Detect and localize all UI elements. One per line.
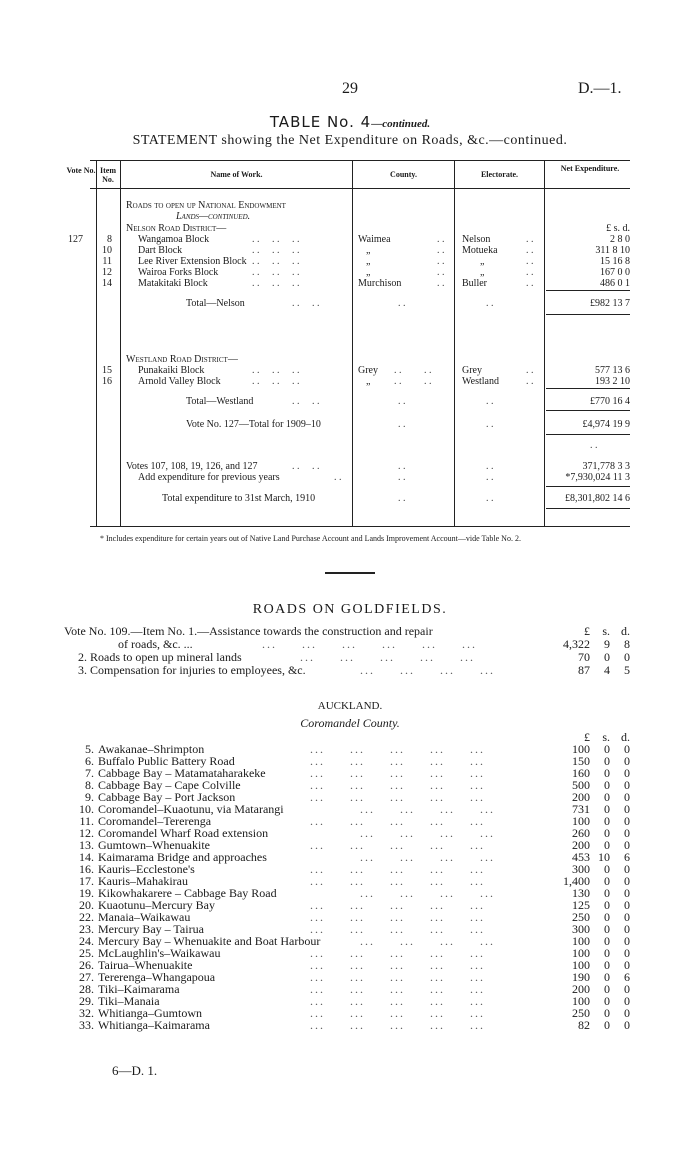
pounds: 100 bbox=[572, 934, 590, 948]
leader-dots: ... ... ... ... ... ... bbox=[262, 637, 477, 651]
road-name: Tererenga–Whangapoua bbox=[98, 970, 216, 984]
leader-dots: . . . . . . . . . . . . bbox=[252, 365, 300, 387]
pence: 0 bbox=[624, 886, 630, 900]
leader-dots: . . bbox=[486, 396, 494, 407]
pounds: 87 bbox=[578, 663, 590, 677]
leader-dots: ... ... ... ... ... bbox=[310, 814, 485, 828]
pounds: 100 bbox=[572, 946, 590, 960]
shillings: 0 bbox=[604, 946, 610, 960]
item-number: 22. bbox=[79, 910, 94, 924]
col-header-net-expenditure: Net Expenditure. bbox=[560, 164, 620, 173]
road-name: Awakanae–Shrimpton bbox=[98, 742, 205, 756]
vote-line-label: 3. Compensation for injuries to employees, &c. bbox=[78, 663, 306, 677]
leader-dots: . . . . . . . . . . bbox=[437, 234, 445, 289]
pounds: 1,400 bbox=[563, 874, 590, 888]
pence: 0 bbox=[624, 994, 630, 1008]
county-name: „ bbox=[366, 267, 371, 278]
pounds: 453 bbox=[572, 850, 590, 864]
pounds: 100 bbox=[572, 958, 590, 972]
item-number: 9. bbox=[85, 790, 94, 804]
electorate-name: „ bbox=[480, 256, 485, 267]
table-title-text: TABLE No. 4 bbox=[269, 113, 372, 131]
pence: 6 bbox=[624, 970, 630, 984]
goldfields-title: ROADS ON GOLDFIELDS. bbox=[252, 602, 448, 617]
westland-total-amount: £770 16 4 bbox=[590, 396, 630, 407]
item-number: 24. bbox=[79, 934, 94, 948]
road-name: Gumtown–Whenuakite bbox=[98, 838, 210, 852]
item-number: 7. bbox=[85, 766, 94, 780]
lsd-header: £ s. d. bbox=[606, 223, 630, 234]
road-name: Mercury Bay – Whenuakite and Boat Harbour bbox=[98, 934, 321, 948]
leader-dots: . . bbox=[590, 440, 598, 451]
leader-dots: ... ... ... ... ... bbox=[310, 970, 485, 984]
nelson-total-amount: £982 13 7 bbox=[590, 298, 630, 309]
leader-dots: ... ... ... ... ... bbox=[310, 994, 485, 1008]
nelson-total-label: Total—Nelson bbox=[186, 298, 245, 309]
county-name: „ bbox=[366, 256, 371, 267]
county-name: „ bbox=[366, 245, 371, 256]
shillings: 0 bbox=[604, 790, 610, 804]
road-name: Manaia–Waikawau bbox=[98, 910, 191, 924]
pounds: 731 bbox=[572, 802, 590, 816]
pence: 0 bbox=[624, 754, 630, 768]
pence: 0 bbox=[624, 790, 630, 804]
amount: 2 8 0 bbox=[610, 234, 630, 245]
shillings: 0 bbox=[604, 934, 610, 948]
item-number: 14. bbox=[79, 850, 94, 864]
shillings: 0 bbox=[604, 922, 610, 936]
electorate-name: Grey bbox=[462, 365, 482, 376]
item-number: 5. bbox=[85, 742, 94, 756]
subtotal-rule bbox=[546, 486, 630, 487]
vote-line-label: Vote No. 109.—Item No. 1.—Assistance towards the construction and repair bbox=[64, 624, 433, 638]
road-name: Tairua–Whenuakite bbox=[98, 958, 193, 972]
shillings: 0 bbox=[604, 910, 610, 924]
pence: 0 bbox=[624, 814, 630, 828]
work-name: Arnold Valley Block bbox=[138, 376, 221, 387]
work-name: Matakitaki Block bbox=[138, 278, 208, 289]
col-header-electorate: Electorate. bbox=[480, 170, 519, 179]
leader-dots: . . . . . . . . bbox=[394, 365, 432, 387]
road-name: Kuaotunu–Mercury Bay bbox=[98, 898, 215, 912]
road-name: McLaughlin's–Waikawau bbox=[98, 946, 221, 960]
table-bottom-rule bbox=[90, 526, 630, 527]
previous-years-label: Add expenditure for previous years bbox=[138, 472, 280, 483]
county-heading: Coromandel County. bbox=[300, 716, 400, 730]
leader-dots: . . bbox=[486, 472, 494, 483]
pounds: 100 bbox=[572, 814, 590, 828]
item-number: 19. bbox=[79, 886, 94, 900]
road-name: Coromandel Wharf Road extension bbox=[98, 826, 269, 840]
pence: 0 bbox=[624, 838, 630, 852]
page-number: 29 bbox=[342, 80, 358, 97]
leader-dots: . . bbox=[398, 298, 406, 309]
leader-dots: . . bbox=[398, 472, 406, 483]
leader-dots: ... ... ... ... ... bbox=[310, 1018, 485, 1032]
leader-dots: . . bbox=[398, 493, 406, 504]
leader-dots: . . bbox=[486, 461, 494, 472]
leader-dots: . . . . bbox=[292, 298, 320, 309]
table-title bbox=[0, 113, 700, 132]
pounds: 250 bbox=[572, 1006, 590, 1020]
amount: 577 13 6 bbox=[595, 365, 630, 376]
votes-amount: 371,778 3 3 bbox=[582, 461, 630, 472]
leader-dots: ... ... ... ... bbox=[360, 663, 495, 677]
table-footnote: * Includes expenditure for certain years out of Native Land Purchase Account and Lands Improvement Account—vide Table No. 2. bbox=[100, 534, 521, 543]
shillings: 0 bbox=[604, 994, 610, 1008]
road-name: Tiki–Kaimarama bbox=[98, 982, 180, 996]
amount: 193 2 10 bbox=[595, 376, 630, 387]
shillings: 0 bbox=[604, 826, 610, 840]
leader-dots: ... ... ... ... ... bbox=[310, 922, 485, 936]
table-title-continued: —continued. bbox=[371, 118, 431, 130]
shillings: 0 bbox=[604, 982, 610, 996]
col-divider-electorate bbox=[544, 160, 545, 526]
pounds: 200 bbox=[572, 982, 590, 996]
pounds: 200 bbox=[572, 790, 590, 804]
road-name: Kauris–Ecclestone's bbox=[98, 862, 195, 876]
road-name: Buffalo Public Battery Road bbox=[98, 754, 235, 768]
leader-dots: . . bbox=[398, 396, 406, 407]
col-header-name: Name of Work. bbox=[210, 170, 263, 179]
amount: 311 8 10 bbox=[595, 245, 630, 256]
pence: 0 bbox=[624, 826, 630, 840]
shillings: 0 bbox=[604, 742, 610, 756]
item-number: 13. bbox=[79, 838, 94, 852]
leader-dots: ... ... ... ... ... bbox=[310, 910, 485, 924]
item-number: 12. bbox=[79, 826, 94, 840]
amount: 15 16 8 bbox=[600, 256, 630, 267]
pence: 0 bbox=[624, 874, 630, 888]
pounds: 150 bbox=[572, 754, 590, 768]
item-number: 16. bbox=[79, 862, 94, 876]
pence: 8 bbox=[624, 637, 630, 651]
county-name: Murchison bbox=[358, 278, 402, 289]
leader-dots: . . . . bbox=[292, 461, 320, 472]
leader-dots: . . bbox=[398, 419, 406, 430]
pounds: 300 bbox=[572, 922, 590, 936]
road-name: Coromandel–Kuaotunu, via Matarangi bbox=[98, 802, 284, 816]
road-name: Cabbage Bay – Matamataharakeke bbox=[98, 766, 266, 780]
subtotal-rule bbox=[546, 410, 630, 411]
work-name: Dart Block bbox=[138, 245, 183, 256]
item-number: 6. bbox=[85, 754, 94, 768]
shillings: 0 bbox=[604, 650, 610, 664]
col-divider-item bbox=[120, 160, 121, 526]
shillings: 0 bbox=[604, 802, 610, 816]
page-footer-signature: 6—D. 1. bbox=[112, 1063, 158, 1078]
col-header-item: Item No. bbox=[100, 166, 116, 184]
col-divider-name bbox=[352, 160, 353, 526]
pence: 0 bbox=[624, 934, 630, 948]
section-divider bbox=[325, 572, 375, 574]
item-number: 15 bbox=[102, 365, 112, 376]
item-number: 25. bbox=[79, 946, 94, 960]
col-divider-vote bbox=[96, 160, 97, 526]
electorate-name: Westland bbox=[462, 376, 499, 387]
pence: 0 bbox=[624, 802, 630, 816]
road-name: Cabbage Bay – Cape Colville bbox=[98, 778, 241, 792]
pounds: 260 bbox=[572, 826, 590, 840]
road-name: Coromandel–Tererenga bbox=[98, 814, 212, 828]
shillings: 0 bbox=[604, 958, 610, 972]
section-heading-continued: Lands—continued. bbox=[176, 211, 251, 222]
shillings: 0 bbox=[604, 814, 610, 828]
pence: 0 bbox=[624, 898, 630, 912]
leader-dots: ... ... ... ... ... bbox=[310, 790, 485, 804]
shillings: 0 bbox=[604, 778, 610, 792]
pounds-header: £ bbox=[584, 730, 590, 744]
region-heading: AUCKLAND. bbox=[317, 700, 383, 712]
pounds: 200 bbox=[572, 838, 590, 852]
grand-total-label: Total expenditure to 31st March, 1910 bbox=[162, 493, 316, 504]
pounds: 300 bbox=[572, 862, 590, 876]
leader-dots: ... ... ... ... bbox=[360, 802, 495, 816]
pounds: 125 bbox=[572, 898, 590, 912]
leader-dots: ... ... ... ... ... bbox=[310, 778, 485, 792]
pence: 0 bbox=[624, 862, 630, 876]
pounds: 70 bbox=[578, 650, 590, 664]
road-name: Whitianga–Gumtown bbox=[98, 1006, 202, 1020]
shillings: 0 bbox=[604, 766, 610, 780]
pence: 0 bbox=[624, 1006, 630, 1020]
shillings-header: s. bbox=[602, 730, 610, 744]
vote-line-label: 2. Roads to open up mineral lands bbox=[78, 650, 242, 664]
leader-dots: ... ... ... ... bbox=[360, 886, 495, 900]
pence: 0 bbox=[624, 766, 630, 780]
item-number: 8 bbox=[107, 234, 112, 245]
work-name: Lee River Extension Block bbox=[138, 256, 247, 267]
shillings: 0 bbox=[604, 898, 610, 912]
pounds: 100 bbox=[572, 742, 590, 756]
county-name: Grey bbox=[358, 365, 378, 376]
amount: 167 0 0 bbox=[600, 267, 630, 278]
work-name: Wairoa Forks Block bbox=[138, 267, 219, 278]
grand-total-amount: £8,301,802 14 6 bbox=[565, 493, 630, 504]
leader-dots: ... ... ... ... bbox=[360, 850, 495, 864]
leader-dots: ... ... ... ... ... bbox=[310, 874, 485, 888]
item-number: 17. bbox=[79, 874, 94, 888]
item-number: 32. bbox=[79, 1006, 94, 1020]
shillings: 0 bbox=[604, 838, 610, 852]
pence-header: d. bbox=[621, 730, 630, 744]
subtotal-rule bbox=[546, 314, 630, 315]
item-number: 23. bbox=[79, 922, 94, 936]
leader-dots: ... ... ... ... ... bbox=[310, 742, 485, 756]
leader-dots: . . bbox=[334, 472, 342, 483]
item-number: 20. bbox=[79, 898, 94, 912]
pounds-header: £ bbox=[584, 624, 590, 638]
table-top-rule bbox=[90, 160, 630, 161]
pence: 6 bbox=[624, 850, 630, 864]
leader-dots: . . bbox=[486, 493, 494, 504]
item-number: 11 bbox=[102, 256, 112, 267]
pounds: 500 bbox=[572, 778, 590, 792]
leader-dots: ... ... ... ... ... bbox=[310, 898, 485, 912]
document-reference: D.—1. bbox=[578, 80, 622, 97]
shillings: 0 bbox=[604, 862, 610, 876]
leader-dots: ... ... ... ... ... bbox=[310, 838, 485, 852]
pence: 0 bbox=[624, 650, 630, 664]
item-number: 10 bbox=[102, 245, 112, 256]
col-header-vote: Vote No. bbox=[66, 166, 96, 175]
westland-total-label: Total—Westland bbox=[186, 396, 254, 407]
section-heading: Roads to open up National Endowment bbox=[126, 200, 286, 211]
pounds: 82 bbox=[578, 1018, 590, 1032]
electorate-name: Motueka bbox=[462, 245, 498, 256]
pence: 5 bbox=[624, 663, 630, 677]
item-number: 26. bbox=[79, 958, 94, 972]
vote-total-amount: £4,974 19 9 bbox=[582, 419, 630, 430]
pounds: 250 bbox=[572, 910, 590, 924]
pence: 0 bbox=[624, 982, 630, 996]
pence: 0 bbox=[624, 958, 630, 972]
shillings: 4 bbox=[604, 663, 610, 677]
pounds: 130 bbox=[572, 886, 590, 900]
leader-dots: . . bbox=[398, 461, 406, 472]
leader-dots: ... ... ... ... ... bbox=[310, 958, 485, 972]
item-number: 10. bbox=[79, 802, 94, 816]
road-name: Whitianga–Kaimarama bbox=[98, 1018, 210, 1032]
pence: 0 bbox=[624, 778, 630, 792]
leader-dots: . . bbox=[486, 298, 494, 309]
leader-dots: ... ... ... ... ... bbox=[310, 946, 485, 960]
shillings: 0 bbox=[604, 886, 610, 900]
item-number: 8. bbox=[85, 778, 94, 792]
item-number: 27. bbox=[79, 970, 94, 984]
item-number: 28. bbox=[79, 982, 94, 996]
leader-dots: . . . . bbox=[292, 396, 320, 407]
leader-dots: . . . . bbox=[526, 365, 534, 387]
shillings: 9 bbox=[604, 637, 610, 651]
votes-label: Votes 107, 108, 19, 126, and 127 bbox=[126, 461, 258, 472]
vote-number: 127 bbox=[68, 234, 83, 245]
shillings: 0 bbox=[604, 874, 610, 888]
table-header-rule bbox=[90, 188, 630, 189]
electorate-name: Nelson bbox=[462, 234, 491, 245]
pence-header: d. bbox=[621, 624, 630, 638]
leader-dots: . . . . . . . . . . . . . . . . . . . . . . . . . . . . . . bbox=[252, 234, 300, 289]
road-name: Kaimarama Bridge and approaches bbox=[98, 850, 267, 864]
work-name: Punakaiki Block bbox=[138, 365, 205, 376]
road-name: Tiki–Manaia bbox=[98, 994, 160, 1008]
road-name: Kikowhakarere – Cabbage Bay Road bbox=[98, 886, 277, 900]
pounds: 160 bbox=[572, 766, 590, 780]
road-name: Kauris–Mahakirau bbox=[98, 874, 188, 888]
col-header-county: County. bbox=[390, 170, 417, 179]
statement-title: STATEMENT showing the Net Expenditure on Roads, &c.—continued. bbox=[132, 133, 568, 148]
nelson-district-heading: Nelson Road District— bbox=[126, 223, 227, 234]
col-divider-county bbox=[454, 160, 455, 526]
westland-district-heading: Westland Road District— bbox=[126, 354, 238, 365]
county-name: „ bbox=[366, 376, 371, 387]
subtotal-rule bbox=[546, 290, 630, 291]
shillings: 10 bbox=[598, 850, 610, 864]
pence: 0 bbox=[624, 1018, 630, 1032]
item-number: 29. bbox=[79, 994, 94, 1008]
item-number: 14 bbox=[102, 278, 112, 289]
pence: 0 bbox=[624, 910, 630, 924]
subtotal-rule bbox=[546, 434, 630, 435]
leader-dots: ... ... ... ... ... bbox=[310, 862, 485, 876]
pence: 0 bbox=[624, 742, 630, 756]
electorate-name: Buller bbox=[462, 278, 487, 289]
subtotal-rule bbox=[546, 388, 630, 389]
previous-years-amount: *7,930,024 11 3 bbox=[565, 472, 630, 483]
pence: 0 bbox=[624, 922, 630, 936]
leader-dots: ... ... ... ... bbox=[360, 934, 495, 948]
leader-dots: ... ... ... ... ... bbox=[310, 754, 485, 768]
shillings-header: s. bbox=[602, 624, 610, 638]
leader-dots: ... ... ... ... ... bbox=[310, 766, 485, 780]
leader-dots: ... ... ... ... bbox=[360, 826, 495, 840]
road-name: Mercury Bay – Tairua bbox=[98, 922, 204, 936]
leader-dots: ... ... ... ... ... bbox=[310, 1006, 485, 1020]
shillings: 0 bbox=[604, 1006, 610, 1020]
shillings: 0 bbox=[604, 754, 610, 768]
item-number: 11. bbox=[79, 814, 94, 828]
leader-dots: . . bbox=[486, 419, 494, 430]
leader-dots: ... ... ... ... ... bbox=[300, 650, 475, 664]
road-name: Cabbage Bay – Port Jackson bbox=[98, 790, 236, 804]
pounds: 190 bbox=[572, 970, 590, 984]
item-number: 33. bbox=[79, 1018, 94, 1032]
amount: 486 0 1 bbox=[600, 278, 630, 289]
pounds: 100 bbox=[572, 994, 590, 1008]
vote-line-label: of roads, &c. ... bbox=[118, 637, 193, 651]
item-number: 12 bbox=[102, 267, 112, 278]
pence: 0 bbox=[624, 946, 630, 960]
shillings: 0 bbox=[604, 1018, 610, 1032]
vote-total-label: Vote No. 127—Total for 1909–10 bbox=[186, 419, 321, 430]
leader-dots: . . . . . . . . . . bbox=[526, 234, 534, 289]
shillings: 0 bbox=[604, 970, 610, 984]
leader-dots: ... ... ... ... ... bbox=[310, 982, 485, 996]
electorate-name: „ bbox=[480, 267, 485, 278]
subtotal-rule bbox=[546, 508, 630, 509]
pounds: 4,322 bbox=[563, 637, 590, 651]
item-number: 16 bbox=[102, 376, 112, 387]
work-name: Wangamoa Block bbox=[138, 234, 210, 245]
county-name: Waimea bbox=[358, 234, 391, 245]
